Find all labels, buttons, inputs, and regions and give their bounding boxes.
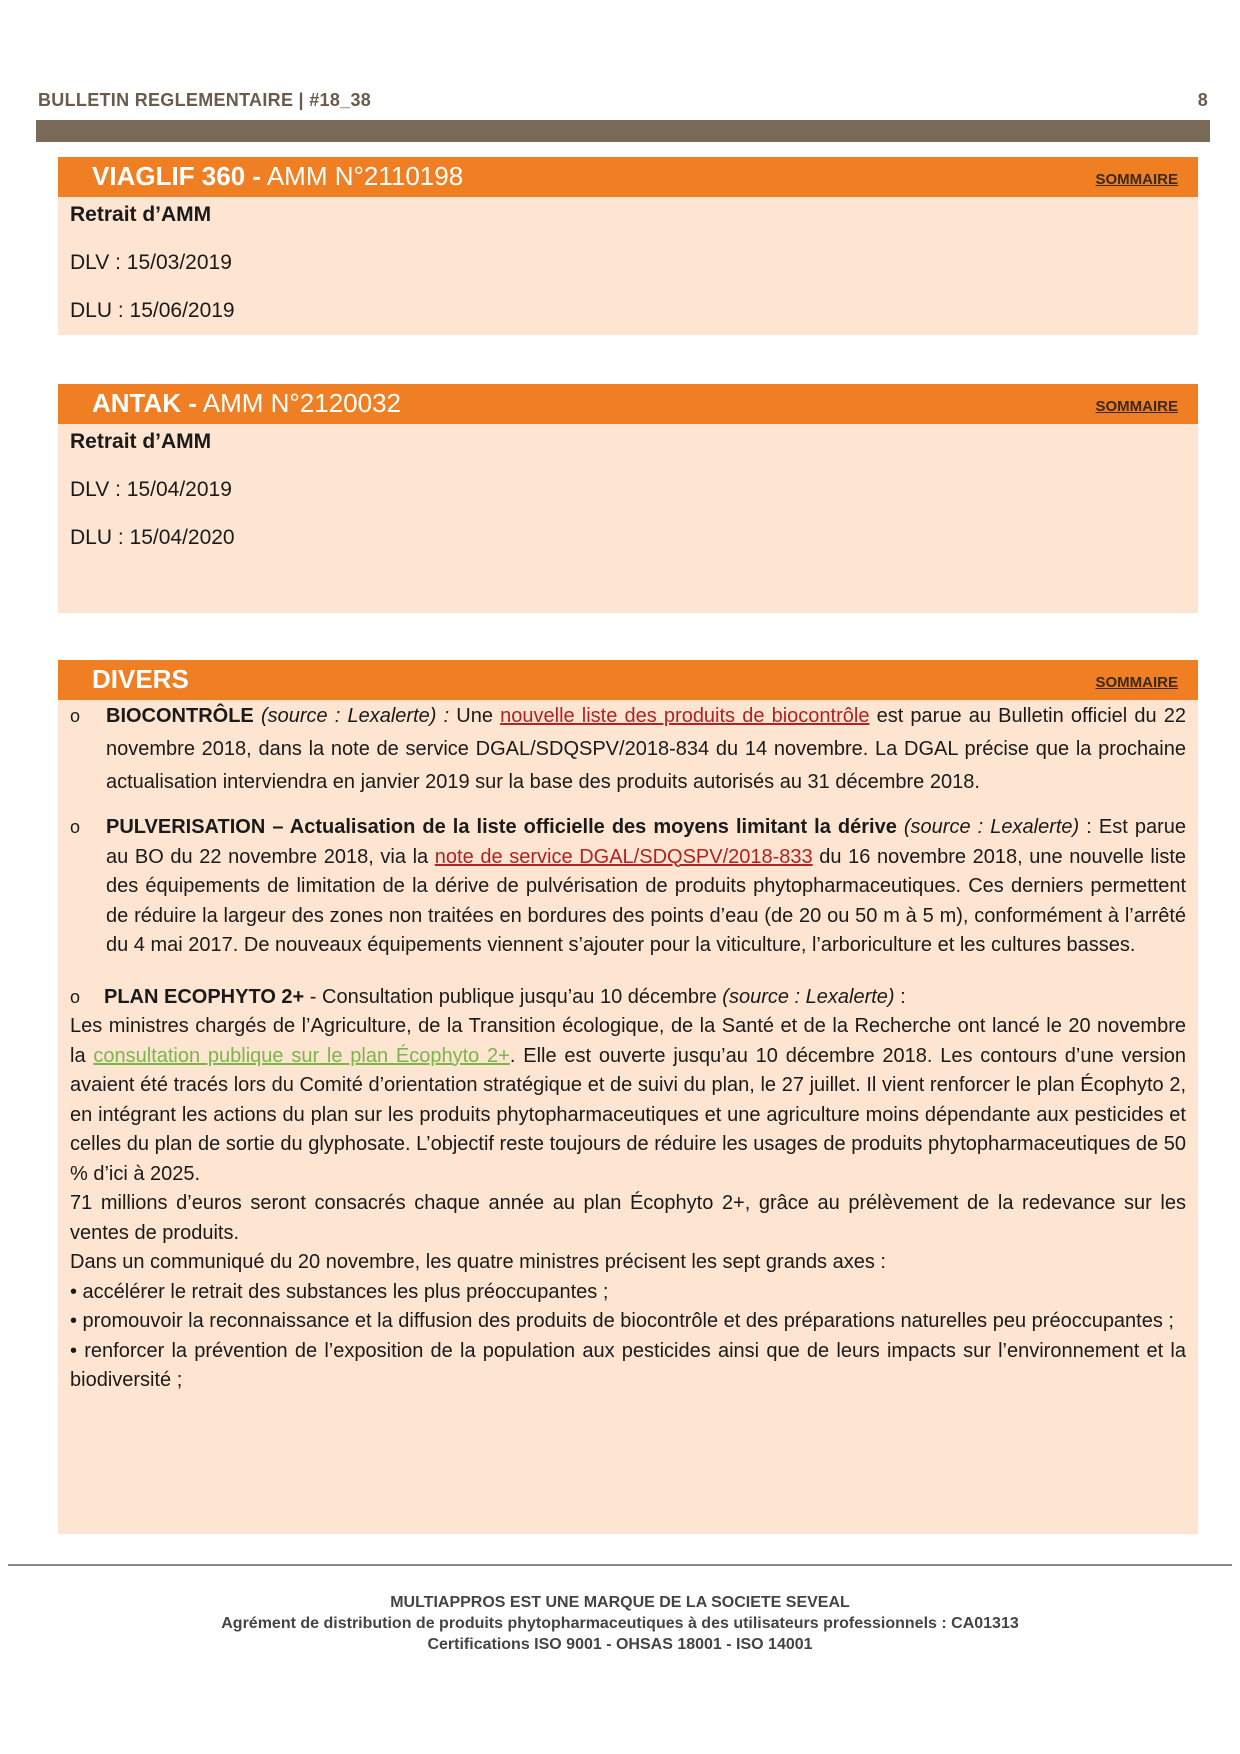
- dlu-text: DLU : 15/06/2019: [70, 299, 235, 322]
- page-number: 8: [1197, 90, 1208, 110]
- status-text: Retrait d’AMM: [70, 203, 212, 226]
- section-divers: [58, 660, 1198, 1534]
- sommaire-link[interactable]: SOMMAIRE: [1095, 674, 1178, 691]
- page-header: [38, 88, 1208, 114]
- ecophyto-paragraph-1: Les ministres chargés de l’Agriculture, de la Transition écologique, de la Santé et de la Recherche ont lancé le 20 novembre la consultation publique sur le plan Écophyto 2+. Elle est ouverte jusqu’au 10 décembre 2018. Les contours d’une version avaient été tracés lors du Comité d’orientation stratégique et de suivi du plan, le 27 juillet. Il vient renforcer le plan Écophyto 2, en intégrant les actions du plan sur les produits phytopharmaceutiques et une agriculture moins dépendante aux pesticides et celles du plan de sortie du glyphosate. L’objectif reste toujours de réduire les usages de produits phytopharmaceutiques de 50 % d’ici à 2025.: [70, 1015, 1187, 1185]
- section-antak: [58, 384, 1198, 613]
- section-viaglif: [58, 157, 1198, 335]
- header-bar: [36, 120, 1210, 142]
- page-footer: [0, 1592, 1240, 1655]
- dlu-text: DLU : 15/04/2020: [70, 526, 235, 549]
- ecophyto-paragraph-2: 71 millions d’euros seront consacrés chaque année au plan Écophyto 2+, grâce au prélèvement de la redevance sur les ventes de produits.: [70, 1192, 1186, 1244]
- news-item-pulverisation: o PULVERISATION – Actualisation de la liste officielle des moyens limitant la dérive (source : Lexalerte) : Est parue au BO du 22 novembre 2018, via la note de service DGAL/SDQSPV/2018-833 du 16 novembre 2018, une nouvelle liste des équipements de limitation de la dérive de pulvérisation de produits phytopharmaceutiques. Ces derniers permettent de réduire la largeur des zones non traitées en bordures des points d’eau (de 20 ou 50 m à 5 m), conformément à l’arrêté du 4 mai 2017. De nouveaux équipements viennent s’ajouter pour la viticulture, l’arboriculture et les cultures basses.: [70, 813, 1186, 961]
- consultation-link[interactable]: consultation publique sur le plan Écophyto 2+: [93, 1044, 510, 1067]
- footer-line-1: MULTIAPPROS EST UNE MARQUE DE LA SOCIETE SEVEAL: [390, 1594, 850, 1611]
- footer-line-2: Agrément de distribution de produits phytopharmaceutiques à des utilisateurs professionnels : CA01313: [221, 1615, 1019, 1632]
- ecophyto-axis-1: • accélérer le retrait des substances les plus préoccupantes ;: [70, 1280, 609, 1303]
- dlv-text: DLV : 15/03/2019: [70, 251, 232, 274]
- footer-line-3: Certifications ISO 9001 - OHSAS 18001 - ISO 14001: [427, 1636, 813, 1653]
- news-item-biocontrole: o BIOCONTRÔLE (source : Lexalerte) : Une nouvelle liste des produits de biocontrôle est parue au Bulletin officiel du 22 novembre 2018, dans la note de service DGAL/SDQSPV/2018-834 du 14 novembre. La DGAL précise que la prochaine actualisation interviendra en janvier 2019 sur la base des produits autorisés au 31 décembre 2018.: [70, 700, 1186, 799]
- footer-divider: [8, 1564, 1232, 1566]
- bulletin-title: BULLETIN REGLEMENTAIRE | #18_38: [38, 90, 372, 110]
- section-title: ANTAK - AMM N°2120032: [92, 388, 402, 418]
- bullet-icon: o: [70, 986, 81, 1007]
- note-service-link[interactable]: note de service DGAL/SDQSPV/2018-833: [434, 845, 813, 868]
- status-text: Retrait d’AMM: [70, 430, 212, 453]
- ecophyto-paragraph-3: Dans un communiqué du 20 novembre, les quatre ministres précisent les sept grands axes :: [70, 1251, 886, 1273]
- section-title: VIAGLIF 360 - AMM N°2110198: [92, 161, 464, 191]
- ecophyto-axis-2: • promouvoir la reconnaissance et la diffusion des produits de biocontrôle et des préparations naturelles peu préoccupantes ;: [70, 1310, 1174, 1332]
- section-header: [58, 157, 1198, 197]
- section-header: [58, 384, 1198, 424]
- section-title: DIVERS: [92, 664, 189, 694]
- dlv-text: DLV : 15/04/2019: [70, 478, 232, 501]
- news-item-ecophyto: o PLAN ECOPHYTO 2+ - Consultation publique jusqu’au 10 décembre (source : Lexalerte) : Les ministres chargés de l’Agriculture, de la Transition écologique, de la Santé et de la Recherche ont lancé le 20 novembre la consultation publique sur le plan Écophyto 2+. Elle est ouverte jusqu’au 10 décembre 2018. Les contours d’une version avaient été tracés lors du Comité d’orientation stratégique et de suivi du plan, le 27 juillet. Il vient renforcer le plan Écophyto 2, en intégrant les actions du plan sur les produits phytopharmaceutiques et une agriculture moins dépendante aux pesticides et celles du plan de sortie du glyphosate. L’objectif reste toujours de réduire les usages de produits phytopharmaceutiques de 50 % d’ici à 2025. 71 millions d’euros seront consacrés chaque année au plan Écophyto 2+, grâce au prélèvement de la redevance sur les ventes de produits. Dans un communiqué du 20 novembre, les quatre ministres précisent les sept grands axes : • accélérer le retrait des substances les plus préoccupantes ; • promouvoir la reconnaissance et la diffusion des produits de biocontrôle et des préparations naturelles peu préoccupantes ; • renforcer la prévention de l’exposition de la population aux pesticides ainsi que de leurs impacts sur l’environnement et la biodiversité ;: [70, 983, 1186, 1396]
- bullet-icon: o: [70, 817, 81, 837]
- section-header: [58, 660, 1198, 700]
- bullet-icon: o: [70, 706, 81, 726]
- ecophyto-axis-3: • renforcer la prévention de l’exposition de la population aux pesticides ainsi que de leurs impacts sur l’environnement et la biodiversité ;: [70, 1339, 1186, 1391]
- biocontrole-list-link[interactable]: nouvelle liste des produits de biocontrôle: [500, 705, 870, 727]
- sommaire-link[interactable]: SOMMAIRE: [1095, 398, 1178, 415]
- sommaire-link[interactable]: SOMMAIRE: [1095, 171, 1178, 188]
